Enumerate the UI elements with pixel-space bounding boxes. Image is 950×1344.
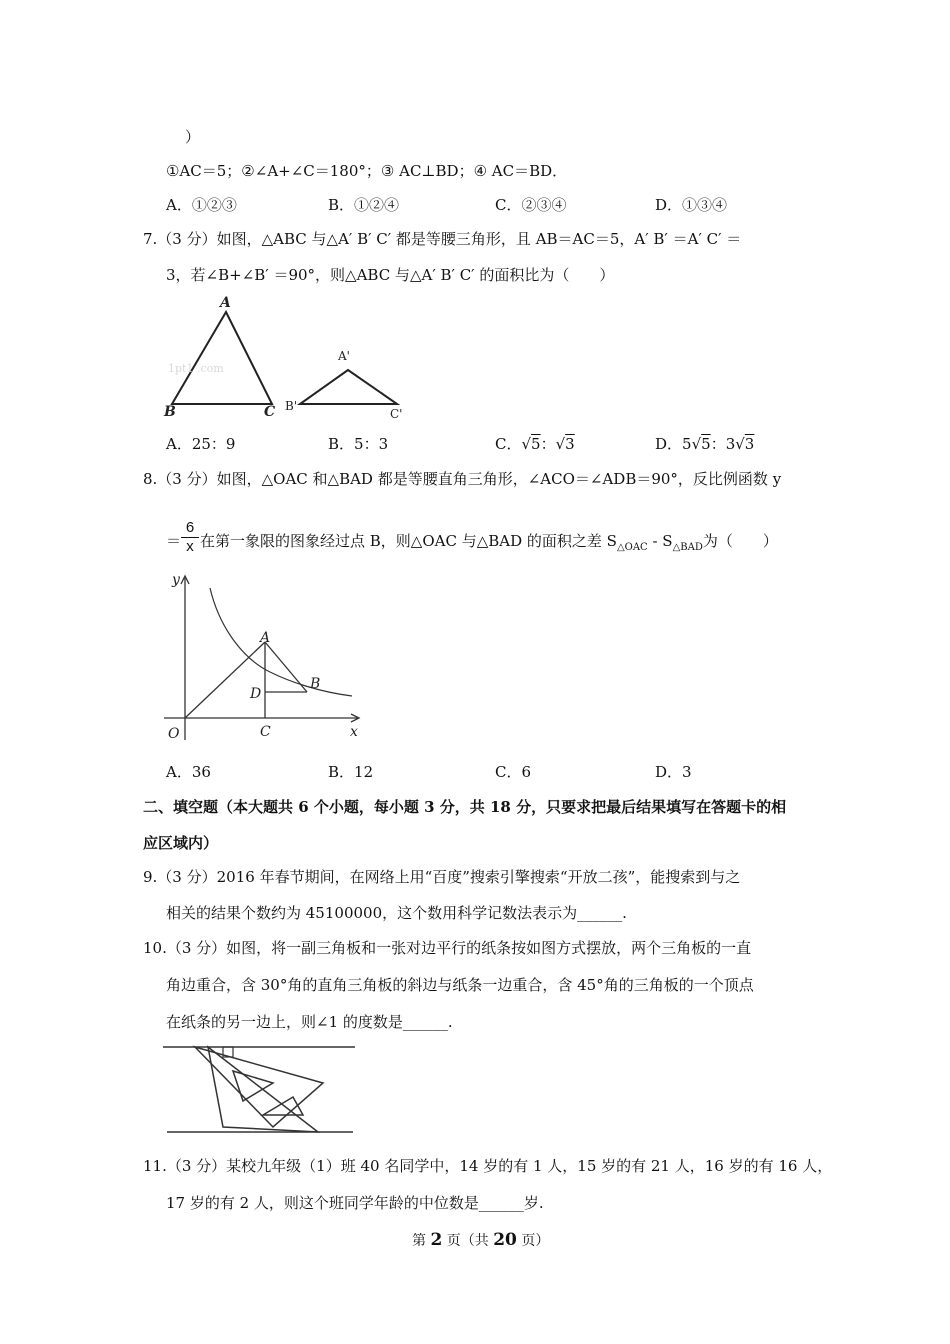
label-c-prime: C' [390,407,403,421]
triangle-30-inner [233,1071,273,1101]
label-c: C [264,404,276,420]
q11-stem-line2: 17 岁的有 2 人，则这个班同学年龄的中位数是______岁. [166,1194,544,1212]
label-a: A [220,295,231,311]
q6-option-d: D．①③④ [655,196,728,214]
triangle-45-outer [208,1047,318,1132]
q8-option-c: C．6 [495,763,532,781]
q7-stem-line2: 3，若∠B+∠B′ ＝90°，则△ABC 与△A′ B′ C′ 的面积比为（ ） [166,266,615,284]
q7-figure [160,292,420,422]
q10-stem-line1: 10.（3 分）如图，将一副三角板和一张对边平行的纸条按如图方式摆放，两个三角板的一直 [143,939,752,957]
sqrt-icon: √ [735,435,745,453]
triangle-abc [172,312,272,404]
q7-option-a: A．25：9 [166,435,236,453]
q9-stem-line2: 相关的结果个数约为 45100000，这个数用科学记数法表示为______. [166,904,627,922]
q8-eq-prefix: ＝ [166,532,182,550]
q8-option-b: B．12 [328,763,374,781]
label-c: C [260,724,271,740]
q10-stem-line2: 角边重合，含 30°角的直角三角板的斜边与纸条一边重合，含 45°角的三角板的一个顶点 [166,976,754,994]
triangle-a2b2c2 [300,370,397,404]
q8-option-d: D．3 [655,763,692,781]
fraction-numerator: 6 [181,519,199,538]
q6-conditions: ①AC＝5；②∠A+∠C＝180°；③ AC⊥BD；④ AC＝BD． [166,162,568,180]
q7-option-d: D．5√5：3√3 [655,435,755,453]
q6-option-b: B．①②④ [328,196,400,214]
fraction-denominator: x [186,538,194,555]
watermark: 1pt1 .com [168,362,224,375]
q11-stem-line1: 11.（3 分）某校九年级（1）班 40 名同学中，14 岁的有 1 人，15 岁的有 21 人，16 岁的有 16 人， [143,1157,833,1175]
q6-paren-tail: ） [185,128,201,146]
q8-figure [160,570,380,745]
q10-figure [163,1043,363,1138]
q10-stem-line3: 在纸条的另一边上，则∠1 的度数是______. [166,1013,453,1031]
q8-option-a: A．36 [166,763,211,781]
label-x: x [350,724,358,740]
q7-stem-line1: 7.（3 分）如图，△ABC 与△A′ B′ C′ 都是等腰三角形，且 AB＝AC＝5，A′ B′ ＝A′ C′ ＝ [143,230,742,248]
segment-oa [185,642,265,718]
label-a-prime: A' [338,349,350,363]
label-b: B [310,676,321,692]
q7-option-c: C．√5：√3 [495,435,575,453]
sqrt-icon: √ [691,435,702,453]
q6-option-a: A．①②③ [166,196,237,214]
hyperbola-curve [210,588,352,696]
q7-option-b: B．5：3 [328,435,389,453]
sqrt-icon: √ [521,435,532,453]
label-b-prime: B' [285,399,298,413]
label-o: O [168,726,180,742]
section2-heading-line1: 二、填空题（本大题共 6 个小题，每小题 3 分，共 18 分，只要求把最后结果填写在答题卡的相 [143,798,787,816]
label-y: y [172,572,180,588]
q8-stem-line1: 8.（3 分）如图，△OAC 和△BAD 都是等腰直角三角形，∠ACO＝∠ADB＝90°，反比例函数 y [143,470,782,488]
section2-heading-line2: 应区域内） [143,834,219,852]
page-footer: 第 2 页（共 20 页） [412,1230,550,1250]
sqrt-icon: √ [555,435,566,453]
q9-stem-line1: 9.（3 分）2016 年春节期间，在网络上用“百度”搜索引擎搜索“开放二孩”，能搜索到与之 [143,868,741,886]
label-b: B [164,404,176,420]
label-d: D [250,686,262,702]
q8-fraction [181,519,199,556]
q6-option-c: C．②③④ [495,196,567,214]
label-a: A [260,630,271,646]
segment-ab [265,642,307,692]
q8-stem-line2: 在第一象限的图象经过点 B，则△OAC 与△BAD 的面积之差 $S_{\triangle OAC} - S_{\triangle BAD}$为（ ） [200,532,778,553]
